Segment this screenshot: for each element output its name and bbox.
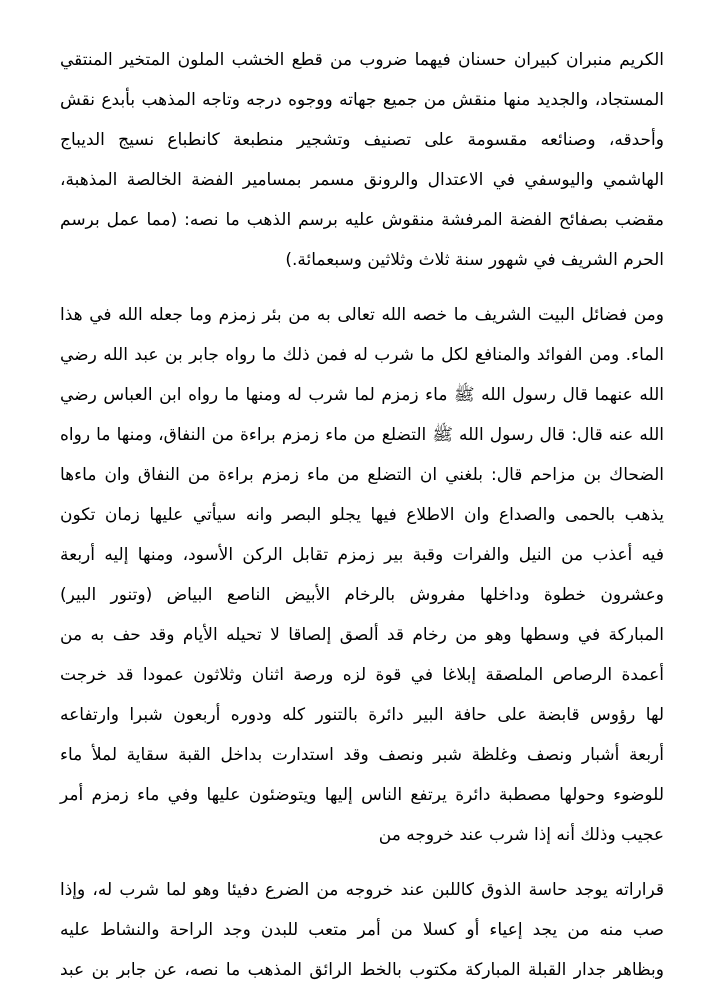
text-line: الهاشمي واليوسفي في الاعتدال والرونق مسمر بمسامير الفضة الخالصة المذهبة، bbox=[60, 170, 664, 190]
text-line: قراراته يوجد حاسة الذوق كاللبن عند خروجه من الضرع دفيئا وهو لما شرب له، وإذا bbox=[60, 880, 664, 900]
text-line: ومن فضائل البيت الشريف ما خصه الله تعالى به من بئر زمزم وما جعله الله في هذا bbox=[60, 305, 664, 325]
text-line: أربعة أشبار ونصف وغلظة شبر ونصف وقد استدارت بداخل القبة سقاية لملأ ماء bbox=[60, 745, 664, 765]
text-line: الله عنه قال: قال رسول الله ﷺ التضلع من ماء زمزم براءة من النفاق، ومنها ما رواه bbox=[60, 425, 664, 445]
text-line: فيه أعذب من النيل والفرات وقبة بير زمزم تقابل الركن الأسود، ومنها إليه أربعة bbox=[60, 545, 664, 565]
text-line: الله عنهما قال رسول الله ﷺ ماء زمزم لما شرب له ومنها ما رواه ابن العباس رضي bbox=[60, 385, 664, 405]
text-line: وبظاهر جدار القبلة المباركة مكتوب بالخط الرائق المذهب ما نصه، عن جابر بن عبد bbox=[60, 960, 664, 980]
text-line: الماء. ومن الفوائد والمنافع لكل ما شرب له فمن ذلك ما رواه جابر بن عبد الله رضي bbox=[60, 345, 664, 365]
text-line: المستجاد، والجديد منها منقش من جميع جهاته ووجوه درجه وتاجه المذهب بأبدع نقش bbox=[60, 90, 664, 110]
text-line: يذهب بالحمى والصداع وان الاطلاع فيها يجلو البصر وانه سيأتي عليها زمان تكون bbox=[60, 505, 664, 525]
text-line: وأحدقه، وصنائعه مقسومة على تصنيف وتشجير منطبعة كانطباع نسيج الديباج bbox=[60, 130, 664, 150]
text-line: للوضوء وحولها مصطبة دائرة يرتفع الناس إليها ويتوضئون عليها وفي ماء زمزم أمر bbox=[60, 785, 664, 805]
text-line: المباركة في وسطها وهو من رخام قد ألصق إلصاقا لا تحيله الأيام وقد حف به من bbox=[60, 625, 664, 645]
text-line: لها رؤوس قابضة على حافة البير دائرة بالتنور كله ودوره أربعون شبرا وارتفاعه bbox=[60, 705, 664, 725]
text-line: صب منه من يجد إعياء أو كسلا من أمر متعب للبدن وجد الراحة والنشاط عليه bbox=[60, 920, 664, 940]
text-line: الكريم منبران كبيران حسنان فيهما ضروب من قطع الخشب الملون المتخير المنتقي bbox=[60, 50, 664, 70]
text-line: الحرم الشريف في شهور سنة ثلاث وثلاثين وسبعمائة.) bbox=[285, 250, 664, 270]
text-line: أعمدة الرصاص الملصقة إبلاغا في قوة لزه ورصة اثنان وثلاثون عمودا قد خرجت bbox=[60, 665, 664, 685]
text-line: وعشرون خطوة وداخلها مفروش بالرخام الأبيض الناصع البياض (وتنور البير) bbox=[60, 585, 664, 605]
text-line: الضحاك بن مزاحم قال: بلغني ان التضلع من ماء زمزم براءة من النفاق وان ماءها bbox=[60, 465, 664, 485]
text-line: عجيب وذلك أنه إذا شرب عند خروجه من bbox=[378, 825, 664, 845]
text-line: مقضب بصفائح الفضة المرفشة منقوش عليه برسم الذهب ما نصه: (مما عمل برسم bbox=[60, 210, 664, 230]
